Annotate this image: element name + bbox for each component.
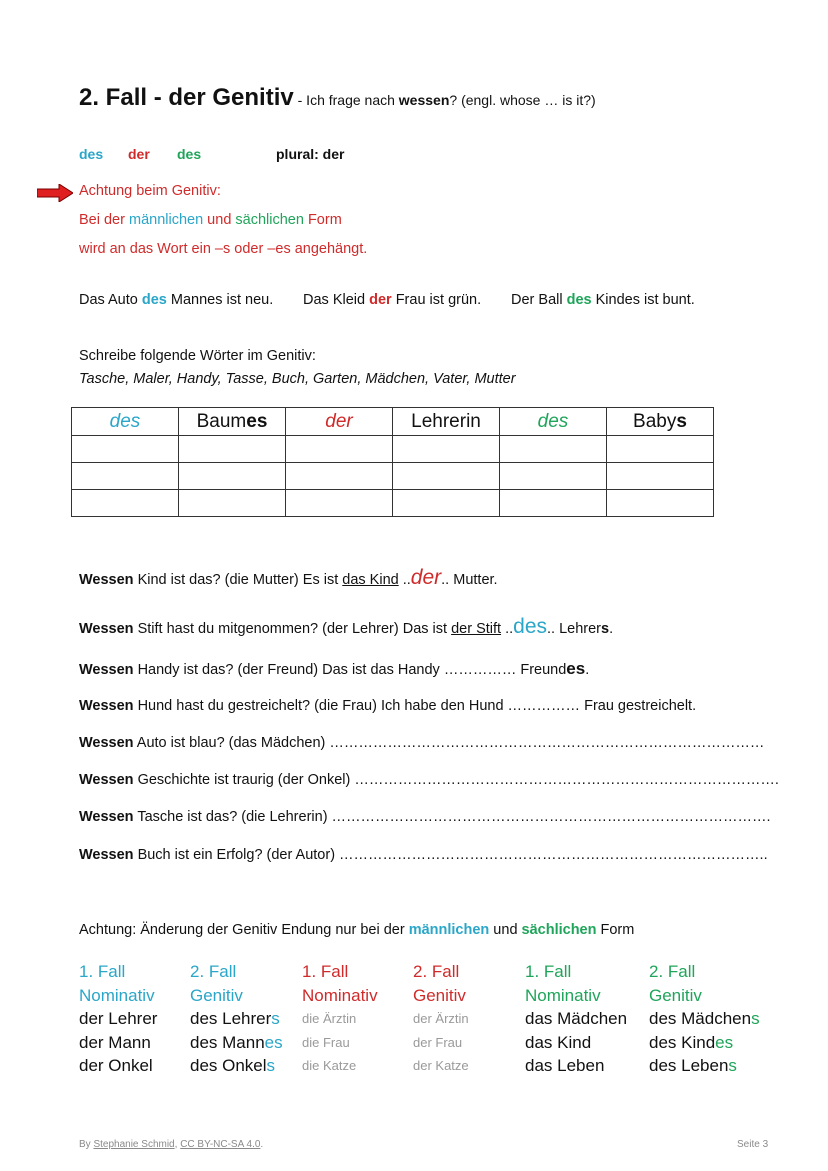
example-text: Mannes ist neu. — [166, 292, 274, 308]
column-heading: Nominativ — [302, 985, 378, 1005]
table-cell[interactable] — [607, 490, 714, 517]
answer-article: der — [410, 566, 442, 589]
column-heading: Genitiv — [413, 985, 466, 1005]
footer-text: , — [174, 1139, 181, 1150]
question-underlined: der Stift — [451, 621, 502, 637]
table-cell[interactable] — [286, 490, 393, 517]
question-keyword: Wessen — [79, 809, 134, 825]
articles-row — [79, 146, 344, 162]
table-cell — [179, 408, 286, 436]
subtitle-bold: wessen — [398, 92, 450, 108]
table-row — [72, 490, 714, 517]
column-heading: 2. Fall — [413, 962, 460, 981]
example-text: Das Kleid — [303, 292, 370, 308]
list-item — [649, 1007, 760, 1031]
answer-article: des — [513, 615, 547, 638]
question-keyword: Wessen — [79, 698, 134, 714]
article-plural: plural: der — [276, 146, 345, 162]
list-item: der Lehrer — [79, 1009, 158, 1028]
question-text: Hund hast du gestreichelt? (die Frau) Ich habe den Hund …………… Frau gestreichelt. — [133, 698, 697, 714]
question-text: Geschichte ist traurig (der Onkel) ……………………………………………………………………………. — [133, 772, 779, 788]
column-heading: Nominativ — [525, 985, 601, 1005]
question-keyword: Wessen — [79, 847, 134, 863]
table-cell[interactable] — [179, 436, 286, 463]
table-cell — [607, 408, 714, 436]
word-stem: des Leben — [649, 1056, 729, 1075]
page-title — [79, 84, 596, 112]
endings-note — [79, 922, 634, 938]
column-feminine-genitiv — [413, 960, 469, 1078]
note-neuter: sächlichen — [521, 922, 597, 938]
example-2 — [303, 292, 481, 308]
column-neuter-genitiv — [649, 960, 760, 1078]
example-text: Der Ball — [511, 292, 567, 308]
list-item: die Katze — [302, 1058, 357, 1073]
author-link[interactable]: Stephanie Schmid — [93, 1139, 175, 1150]
example-text: Kindes ist bunt. — [591, 292, 695, 308]
note-masculine: männlichen — [408, 922, 490, 938]
list-item — [190, 1007, 283, 1031]
list-item: die Frau — [302, 1034, 350, 1050]
note-text: Achtung: Änderung der Genitiv Endung nur bei der — [79, 922, 409, 938]
warning-line-2 — [79, 212, 342, 228]
question-7 — [79, 809, 771, 825]
column-heading: 2. Fall — [649, 962, 696, 981]
question-keyword: Wessen — [79, 572, 134, 588]
article-feminine: der — [128, 146, 150, 162]
example-text: Frau ist grün. — [391, 292, 482, 308]
word-ending: es — [264, 1032, 283, 1052]
question-6 — [79, 772, 779, 788]
table-cell: Lehrerin — [393, 408, 500, 436]
question-text: .. Mutter. — [441, 572, 498, 588]
cell-stem: Baum — [196, 410, 247, 432]
example-text: Das Auto — [79, 292, 142, 308]
article-masculine: des — [79, 146, 104, 162]
list-item: der Onkel — [79, 1056, 153, 1075]
question-1 — [79, 566, 498, 590]
table-cell[interactable] — [72, 436, 179, 463]
warning-text: Form — [303, 212, 342, 228]
genitiv-table — [71, 407, 714, 517]
question-text: .. — [398, 572, 411, 588]
footer-text: . — [260, 1139, 264, 1150]
question-text: Handy ist das? (der Freund) Das ist das Handy …………… Freund — [133, 662, 567, 678]
word-ending: s — [728, 1056, 737, 1075]
footer-credit — [79, 1139, 263, 1150]
column-heading: 1. Fall — [302, 962, 349, 981]
exercise-word-list: Tasche, Maler, Handy, Tasse, Buch, Garten, Mädchen, Vater, Mutter — [79, 371, 516, 387]
list-item — [190, 1054, 283, 1078]
article-neuter: des — [177, 146, 202, 162]
warning-neuter: sächlichen — [235, 212, 304, 228]
warning-line-3: wird an das Wort ein –s oder –es angehängt. — [79, 241, 368, 257]
column-heading: 1. Fall — [525, 962, 572, 981]
cell-ending: es — [246, 410, 268, 432]
column-heading: Genitiv — [190, 985, 243, 1005]
question-text: .. — [501, 621, 514, 637]
table-cell[interactable] — [286, 436, 393, 463]
word-ending: s — [266, 1056, 276, 1075]
question-text: Kind ist das? (die Mutter) Es ist — [133, 572, 343, 588]
table-cell[interactable] — [500, 463, 607, 490]
word-ending: s — [751, 1009, 760, 1028]
question-text: Stift hast du mitgenommen? (der Lehrer) Das ist — [133, 621, 452, 637]
example-1 — [79, 292, 273, 308]
question-text: Buch ist ein Erfolg? (der Autor) …………………………………………………………………………….. — [133, 847, 768, 863]
word-stem: des Kind — [649, 1032, 716, 1052]
question-text: . — [609, 621, 614, 637]
table-cell[interactable] — [393, 490, 500, 517]
word-stem: des Mädchen — [649, 1009, 752, 1028]
column-heading: 1. Fall — [79, 962, 126, 981]
table-cell[interactable] — [72, 463, 179, 490]
column-neuter-nominativ — [525, 960, 627, 1078]
word-stem: des Onkel — [190, 1056, 267, 1075]
title-main: 2. Fall - der Genitiv — [79, 84, 294, 111]
table-cell[interactable] — [607, 436, 714, 463]
license-link[interactable]: CC BY-NC-SA 4.0 — [180, 1139, 261, 1150]
question-text: Tasche ist das? (die Lehrerin) ………………………………………………………………………………. — [133, 809, 771, 825]
column-heading: Genitiv — [649, 985, 702, 1005]
footer-text: By — [79, 1139, 94, 1150]
table-cell[interactable] — [607, 463, 714, 490]
question-2 — [79, 615, 613, 639]
table-cell[interactable] — [500, 436, 607, 463]
answer-ending: s — [601, 621, 610, 637]
example-article: des — [141, 292, 167, 308]
question-text: . — [585, 662, 590, 678]
table-cell[interactable] — [393, 436, 500, 463]
list-item: die Ärztin — [302, 1011, 357, 1026]
list-item: das Leben — [525, 1056, 605, 1075]
question-5 — [79, 735, 764, 751]
table-row — [72, 408, 714, 436]
table-cell[interactable] — [393, 463, 500, 490]
question-keyword: Wessen — [79, 772, 134, 788]
answer-ending: es — [566, 659, 586, 678]
question-keyword: Wessen — [79, 662, 134, 678]
list-item: der Ärztin — [413, 1011, 469, 1026]
title-subtitle — [294, 92, 596, 108]
warning-heading: Achtung beim Genitiv: — [79, 183, 221, 199]
list-item — [190, 1031, 283, 1055]
table-cell: des — [72, 408, 179, 436]
table-cell[interactable] — [179, 463, 286, 490]
list-item: das Mädchen — [525, 1009, 628, 1028]
table-cell[interactable] — [286, 463, 393, 490]
table-cell[interactable] — [179, 490, 286, 517]
list-item — [649, 1054, 760, 1078]
list-item: das Kind — [525, 1032, 592, 1052]
question-keyword: Wessen — [79, 621, 134, 637]
cell-stem: Baby — [633, 410, 677, 432]
table-row — [72, 436, 714, 463]
column-masculine-genitiv — [190, 960, 283, 1078]
page-number: Seite 3 — [737, 1139, 769, 1150]
list-item: der Frau — [413, 1034, 463, 1050]
arrow-right-icon — [37, 184, 73, 202]
example-article: der — [369, 292, 392, 308]
exercise-instruction: Schreibe folgende Wörter im Genitiv: — [79, 348, 316, 364]
word-ending: es — [715, 1032, 734, 1052]
list-item: der Mann — [79, 1032, 151, 1052]
word-ending: s — [271, 1009, 280, 1028]
table-cell: der — [286, 408, 393, 436]
note-text: Form — [596, 922, 635, 938]
list-item: der Katze — [413, 1058, 469, 1073]
question-8 — [79, 847, 768, 863]
question-keyword: Wessen — [79, 735, 134, 751]
warning-masculine: männlichen — [128, 212, 204, 228]
cell-ending: s — [676, 410, 687, 432]
column-feminine-nominativ — [302, 960, 378, 1078]
table-cell: des — [500, 408, 607, 436]
list-item — [649, 1031, 760, 1055]
warning-text: und — [203, 212, 236, 228]
column-heading: 2. Fall — [190, 962, 237, 981]
table-cell[interactable] — [72, 490, 179, 517]
table-cell[interactable] — [500, 490, 607, 517]
question-text: .. Lehrer — [547, 621, 601, 637]
question-text: Auto ist blau? (das Mädchen) ……………………………………………………………………………… — [133, 735, 765, 751]
warning-text: Bei der — [79, 212, 129, 228]
example-article: des — [566, 292, 592, 308]
note-text: und — [489, 922, 522, 938]
column-heading: Nominativ — [79, 985, 155, 1005]
word-stem: des Mann — [190, 1032, 265, 1052]
table-row — [72, 463, 714, 490]
subtitle-prefix: - Ich frage nach — [293, 92, 399, 108]
column-masculine-nominativ — [79, 960, 157, 1078]
question-3 — [79, 659, 589, 679]
question-underlined: das Kind — [342, 572, 399, 588]
subtitle-suffix: ? (engl. whose … is it?) — [449, 92, 596, 108]
word-stem: des Lehrer — [190, 1009, 272, 1028]
question-4 — [79, 698, 696, 714]
example-3 — [511, 292, 695, 308]
